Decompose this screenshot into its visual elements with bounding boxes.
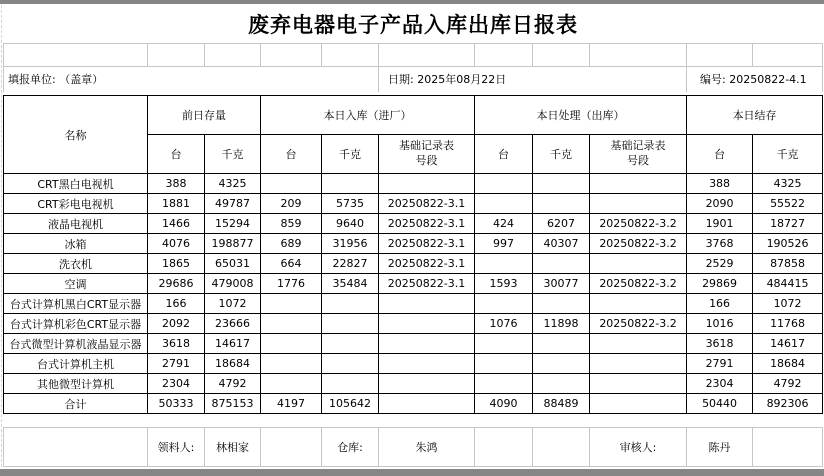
value-cell	[322, 294, 379, 314]
value-cell: 4792	[753, 374, 823, 394]
table-row	[4, 314, 823, 334]
value-cell	[533, 374, 590, 394]
spacer-cell	[4, 43, 148, 66]
header-group-row	[4, 96, 823, 135]
value-cell: 29869	[687, 274, 753, 294]
subcol-header-units: 台	[261, 135, 322, 174]
value-cell	[261, 314, 322, 334]
value-cell	[590, 334, 687, 354]
value-cell: 3768	[687, 234, 753, 254]
requester-label: 领料人:	[148, 428, 205, 467]
table-body	[4, 174, 823, 414]
value-cell: 4090	[475, 394, 533, 414]
value-cell	[261, 174, 322, 194]
value-cell	[590, 394, 687, 414]
warehouse-label: 仓库:	[322, 428, 379, 467]
value-cell: 20250822-3.1	[379, 234, 475, 254]
value-cell	[322, 374, 379, 394]
value-cell: 11768	[753, 314, 823, 334]
product-name-cell: 空调	[4, 274, 148, 294]
value-cell: 20250822-3.2	[590, 234, 687, 254]
value-cell: 23666	[205, 314, 261, 334]
value-cell: 424	[475, 214, 533, 234]
value-cell	[475, 174, 533, 194]
value-cell: 1072	[753, 294, 823, 314]
table-row	[4, 374, 823, 394]
value-cell: 892306	[753, 394, 823, 414]
value-cell	[590, 174, 687, 194]
reviewer-name: 陈丹	[687, 428, 753, 467]
value-cell: 209	[261, 194, 322, 214]
spacer-cell	[261, 43, 322, 66]
signature-row	[4, 428, 823, 467]
signature-empty-cell	[533, 428, 590, 467]
value-cell	[590, 354, 687, 374]
table-row	[4, 214, 823, 234]
subcol-header-record-range	[590, 135, 687, 174]
value-cell: 1881	[148, 194, 205, 214]
table-row	[4, 274, 823, 294]
meta-table	[3, 5, 823, 92]
product-name-cell: 台式计算机彩色CRT显示器	[4, 314, 148, 334]
spacer-cell	[533, 43, 590, 66]
value-cell: 2304	[148, 374, 205, 394]
info-row	[4, 66, 823, 92]
value-cell: 479008	[205, 274, 261, 294]
value-cell	[533, 254, 590, 274]
value-cell: 9640	[322, 214, 379, 234]
spacer-cell	[475, 43, 533, 66]
spacer-row	[4, 43, 823, 66]
value-cell	[475, 374, 533, 394]
value-cell	[475, 334, 533, 354]
reporting-unit-label: 填报单位: （盖章）	[4, 66, 379, 92]
value-cell: 2304	[687, 374, 753, 394]
window-frame-bottom	[0, 468, 824, 476]
value-cell: 664	[261, 254, 322, 274]
group-header-closing-stock: 本日结存	[687, 96, 823, 135]
value-cell: 6207	[533, 214, 590, 234]
signature-empty-cell	[753, 428, 823, 467]
value-cell: 190526	[753, 234, 823, 254]
value-cell: 5735	[322, 194, 379, 214]
value-cell: 20250822-3.2	[590, 314, 687, 334]
value-cell: 18684	[205, 354, 261, 374]
value-cell: 1072	[205, 294, 261, 314]
value-cell: 1593	[475, 274, 533, 294]
table-row	[4, 194, 823, 214]
value-cell	[533, 354, 590, 374]
value-cell: 30077	[533, 274, 590, 294]
value-cell: 40307	[533, 234, 590, 254]
value-cell: 1901	[687, 214, 753, 234]
value-cell	[379, 394, 475, 414]
value-cell	[475, 254, 533, 274]
value-cell	[590, 194, 687, 214]
subcol-header-kg: 千克	[533, 135, 590, 174]
value-cell: 14617	[205, 334, 261, 354]
value-cell	[475, 354, 533, 374]
value-cell: 14617	[753, 334, 823, 354]
value-cell	[261, 374, 322, 394]
value-cell: 88489	[533, 394, 590, 414]
signature-empty-cell	[261, 428, 322, 467]
value-cell: 4325	[205, 174, 261, 194]
value-cell: 3618	[687, 334, 753, 354]
value-cell: 11898	[533, 314, 590, 334]
value-cell	[322, 354, 379, 374]
spacer-cell	[753, 43, 823, 66]
subcol-header-record-range	[379, 135, 475, 174]
page-title: 废弃电器电子产品入库出库日报表	[4, 5, 823, 43]
value-cell: 2791	[687, 354, 753, 374]
subcol-header-units: 台	[148, 135, 205, 174]
spacer-cell	[379, 43, 475, 66]
value-cell	[533, 174, 590, 194]
value-cell: 4197	[261, 394, 322, 414]
requester-name: 林相家	[205, 428, 261, 467]
value-cell: 1865	[148, 254, 205, 274]
group-header-previous-stock: 前日存量	[148, 96, 261, 135]
value-cell: 1466	[148, 214, 205, 234]
table-row	[4, 394, 823, 414]
value-cell: 105642	[322, 394, 379, 414]
spacer-cell	[590, 43, 687, 66]
value-cell: 55522	[753, 194, 823, 214]
value-cell: 20250822-3.2	[590, 274, 687, 294]
value-cell: 50333	[148, 394, 205, 414]
subcol-header-kg: 千克	[753, 135, 823, 174]
value-cell: 1776	[261, 274, 322, 294]
value-cell	[533, 294, 590, 314]
value-cell: 1076	[475, 314, 533, 334]
report-table	[3, 95, 823, 414]
group-header-inbound-today: 本日入库（进厂）	[261, 96, 475, 135]
table-row	[4, 354, 823, 374]
value-cell	[261, 294, 322, 314]
value-cell: 22827	[322, 254, 379, 274]
subcol-header-units: 台	[475, 135, 533, 174]
value-cell	[590, 254, 687, 274]
value-cell	[590, 294, 687, 314]
value-cell	[379, 314, 475, 334]
spacer-cell	[205, 43, 261, 66]
value-cell	[379, 334, 475, 354]
value-cell: 166	[148, 294, 205, 314]
table-row	[4, 234, 823, 254]
value-cell	[322, 314, 379, 334]
value-cell	[590, 374, 687, 394]
value-cell	[322, 334, 379, 354]
value-cell	[379, 354, 475, 374]
name-column-header: 名称	[4, 96, 148, 174]
signature-empty-cell	[4, 428, 148, 467]
subcol-header-record-range-text: 基础记录表号段	[399, 139, 455, 167]
table-row	[4, 174, 823, 194]
value-cell: 2092	[148, 314, 205, 334]
value-cell: 18727	[753, 214, 823, 234]
subcol-header-record-range-text: 基础记录表号段	[610, 139, 666, 167]
value-cell: 35484	[322, 274, 379, 294]
value-cell: 29686	[148, 274, 205, 294]
value-cell: 18684	[753, 354, 823, 374]
value-cell: 875153	[205, 394, 261, 414]
title-row	[4, 5, 823, 43]
product-name-cell: 台式计算机主机	[4, 354, 148, 374]
value-cell: 388	[687, 174, 753, 194]
value-cell: 997	[475, 234, 533, 254]
subcol-header-units: 台	[687, 135, 753, 174]
spacer-cell	[148, 43, 205, 66]
value-cell	[322, 174, 379, 194]
value-cell: 87858	[753, 254, 823, 274]
subcol-header-kg: 千克	[322, 135, 379, 174]
reviewer-label: 审核人:	[590, 428, 687, 467]
value-cell: 166	[687, 294, 753, 314]
product-name-cell: CRT黑白电视机	[4, 174, 148, 194]
table-row	[4, 254, 823, 274]
value-cell	[533, 334, 590, 354]
value-cell	[379, 174, 475, 194]
value-cell: 31956	[322, 234, 379, 254]
value-cell: 65031	[205, 254, 261, 274]
value-cell: 15294	[205, 214, 261, 234]
value-cell: 20250822-3.1	[379, 254, 475, 274]
value-cell	[475, 194, 533, 214]
value-cell	[475, 294, 533, 314]
table-row	[4, 334, 823, 354]
product-name-cell: 液晶电视机	[4, 214, 148, 234]
value-cell: 4325	[753, 174, 823, 194]
value-cell: 20250822-3.2	[590, 214, 687, 234]
signature-empty-cell	[475, 428, 533, 467]
value-cell: 50440	[687, 394, 753, 414]
value-cell: 49787	[205, 194, 261, 214]
product-name-cell: 合计	[4, 394, 148, 414]
value-cell: 3618	[148, 334, 205, 354]
value-cell: 198877	[205, 234, 261, 254]
value-cell: 484415	[753, 274, 823, 294]
value-cell	[379, 374, 475, 394]
value-cell: 859	[261, 214, 322, 234]
product-name-cell: 冰箱	[4, 234, 148, 254]
subcol-header-kg: 千克	[205, 135, 261, 174]
signature-table	[3, 427, 823, 467]
product-name-cell: 其他微型计算机	[4, 374, 148, 394]
spacer-cell	[687, 43, 753, 66]
product-name-cell: 台式计算机黑白CRT显示器	[4, 294, 148, 314]
group-header-processed-today: 本日处理（出库）	[475, 96, 687, 135]
spacer-cell	[322, 43, 379, 66]
table-row	[4, 294, 823, 314]
value-cell: 2090	[687, 194, 753, 214]
value-cell: 388	[148, 174, 205, 194]
value-cell	[379, 294, 475, 314]
product-name-cell: 洗衣机	[4, 254, 148, 274]
value-cell: 2791	[148, 354, 205, 374]
report-serial-number: 编号: 20250822-4.1	[687, 66, 823, 92]
value-cell: 20250822-3.1	[379, 274, 475, 294]
value-cell: 689	[261, 234, 322, 254]
report-date: 日期: 2025年08月22日	[379, 66, 687, 92]
value-cell: 20250822-3.1	[379, 194, 475, 214]
value-cell	[261, 334, 322, 354]
product-name-cell: 台式微型计算机液晶显示器	[4, 334, 148, 354]
value-cell	[261, 354, 322, 374]
value-cell: 2529	[687, 254, 753, 274]
value-cell	[533, 194, 590, 214]
value-cell: 4076	[148, 234, 205, 254]
value-cell: 20250822-3.1	[379, 214, 475, 234]
warehouse-name: 朱鸿	[379, 428, 475, 467]
product-name-cell: CRT彩电电视机	[4, 194, 148, 214]
value-cell: 4792	[205, 374, 261, 394]
value-cell: 1016	[687, 314, 753, 334]
page-margin-guide	[1, 5, 2, 467]
